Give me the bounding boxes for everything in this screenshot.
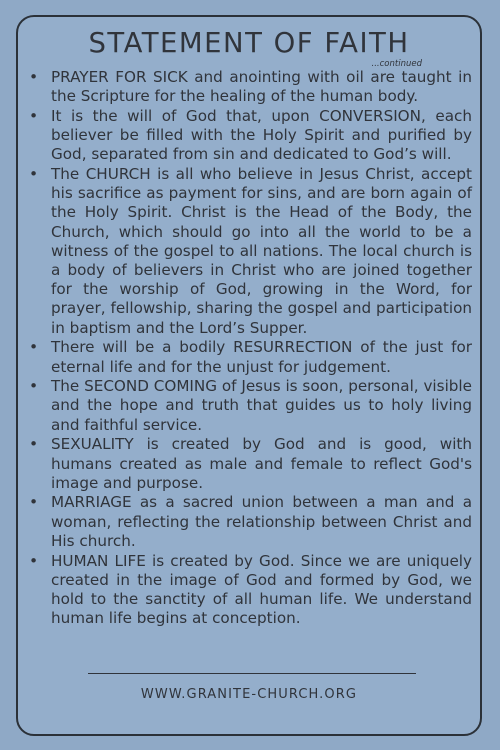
list-item-text: The CHURCH is all who believe in Jesus Christ, accept his sacrifice as payment for sins, and are born again of the Holy Spirit. Christ is the Head of the Body, the Church, which should go into all the world to be a witness of the gospel to all nations. The local church is a body of believers in Christ who are joined together for the worship of God, growing in the Word, for prayer, fellowship, sharing the gospel and participation in baptism and the Lord’s Supper. <box>51 165 472 337</box>
bullet-icon: • <box>29 435 39 454</box>
bullet-icon: • <box>29 165 39 184</box>
bullet-icon: • <box>29 106 39 125</box>
list-item-text: PRAYER FOR SICK and anointing with oil are taught in the Scripture for the healing of the human body. <box>51 68 472 106</box>
bullet-icon: • <box>29 493 39 512</box>
footer-divider <box>88 673 416 674</box>
continued-note: ...continued <box>371 59 422 69</box>
page-title: STATEMENT OF FAITH <box>88 27 410 59</box>
website-url: WWW.GRANITE-CHURCH.ORG <box>140 687 358 702</box>
list-item-text: SEXUALITY is created by God and is good, with humans created as male and female to reflect God's image and purpose. <box>51 435 472 492</box>
list-item <box>27 68 472 106</box>
list-item <box>27 165 472 338</box>
list-item <box>27 338 472 376</box>
belief-list <box>27 68 472 629</box>
list-item-text: MARRIAGE as a sacred union between a man and a woman, reflecting the relationship between Christ and His church. <box>51 493 472 550</box>
list-item <box>27 377 472 435</box>
list-item <box>27 107 472 165</box>
list-item-text: It is the will of God that, upon CONVERSION, each believer be filled with the Holy Spirit and purified by God, separated from sin and dedicated to God’s will. <box>51 106 472 164</box>
list-item <box>27 435 472 493</box>
bullet-icon: • <box>29 377 39 396</box>
bullet-icon: • <box>29 68 39 86</box>
bullet-icon: • <box>29 551 39 570</box>
list-item-text: There will be a bodily RESURRECTION of the just for eternal life and for the unjust for judgement. <box>51 338 472 376</box>
list-item <box>27 493 472 551</box>
list-item-text: The SECOND COMING of Jesus is soon, personal, visible and the hope and truth that guides us to holy living and faithful service. <box>51 377 472 434</box>
list-item <box>27 552 472 629</box>
bullet-icon: • <box>29 338 39 357</box>
statement-card <box>16 15 482 736</box>
list-item-text: HUMAN LIFE is created by God. Since we are uniquely created in the image of God and formed by God, we hold to the sanctity of all human life. We understand human life begins at conception. <box>51 551 472 628</box>
